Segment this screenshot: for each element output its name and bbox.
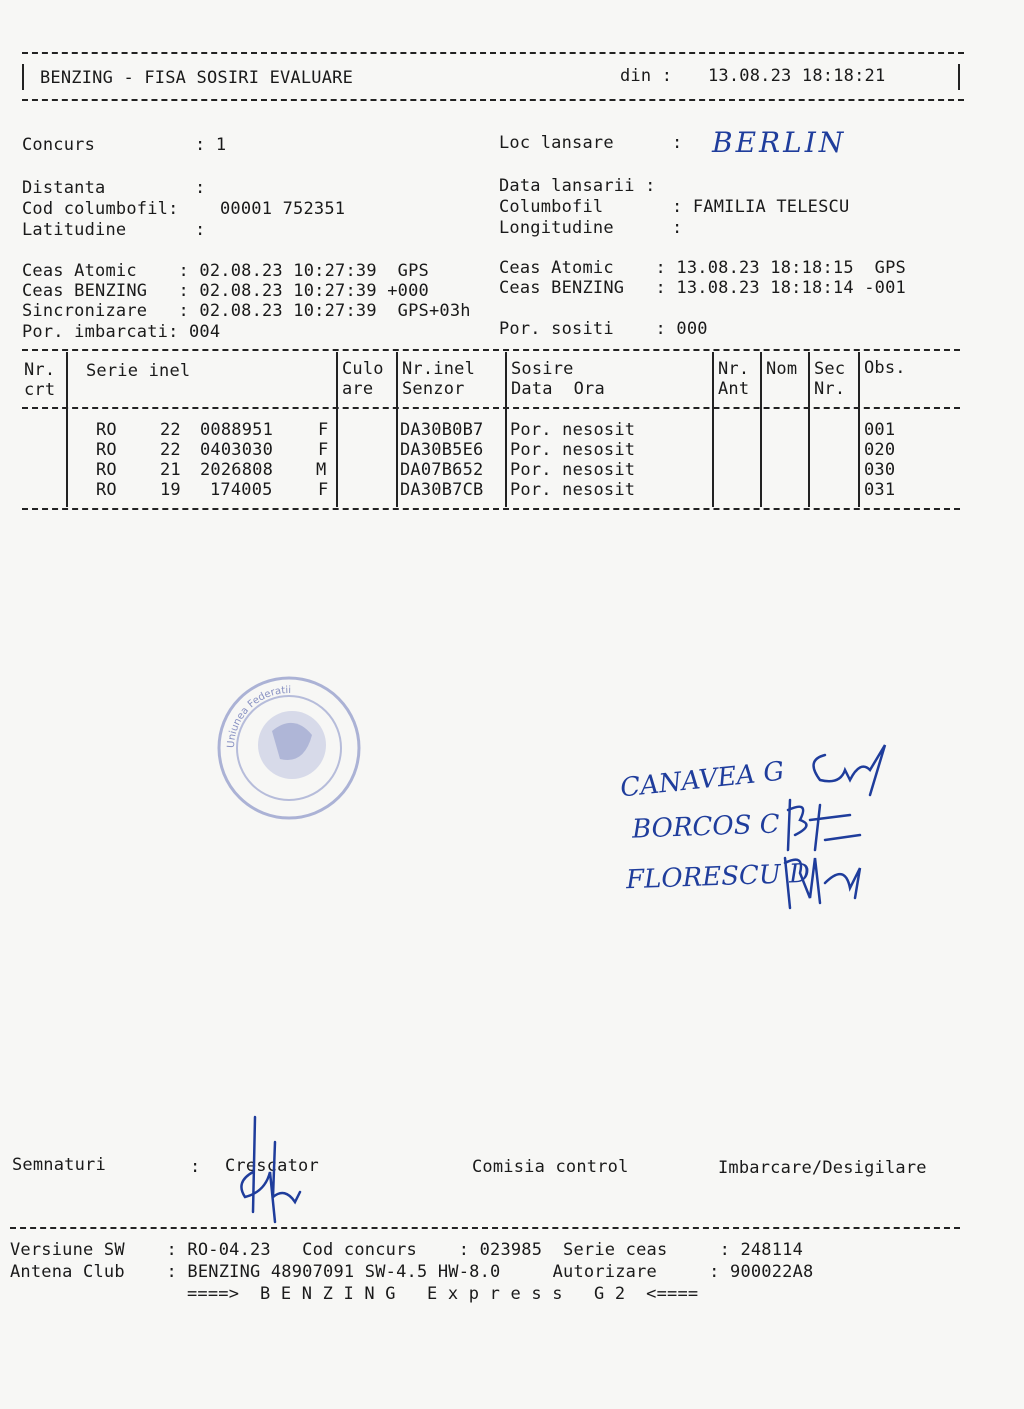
por-imbarcati: Por. imbarcati: 004 <box>22 322 221 342</box>
cell-arrival: Por. nesosit <box>510 420 636 440</box>
th-nom: Nom <box>766 359 798 379</box>
th-obs: Obs. <box>864 358 906 378</box>
cell-sensor: DA30B0B7 <box>400 420 484 440</box>
table-bottom-rule <box>22 508 960 510</box>
footer-line-2: Antena Club : BENZING 48907091 SW-4.5 HW-8.0 Autorizare : 900022A8 <box>10 1262 814 1282</box>
clock-right-benzing: Ceas BENZING : 13.08.23 18:18:14 -001 <box>499 278 906 298</box>
cell-sensor: DA30B5E6 <box>400 440 484 460</box>
cell-country: RO <box>96 440 117 460</box>
loc-label: Loc lansare <box>499 133 614 153</box>
cod-columbofil-label: Cod columbofil: <box>22 199 179 219</box>
por-sositi: Por. sositi : 000 <box>499 319 708 339</box>
cell-obs: 020 <box>864 440 896 460</box>
cell-year: 22 <box>160 440 181 460</box>
columbofil-label: Columbofil <box>499 197 604 217</box>
header-date-value: 13.08.23 18:18:21 <box>708 66 886 86</box>
columbofil-value: : FAMILIA TELESCU <box>672 197 850 217</box>
col-divider <box>396 352 398 507</box>
cell-sex: F <box>318 440 329 460</box>
cell-sensor: DA30B7CB <box>400 480 484 500</box>
cod-columbofil-value: 00001 752351 <box>220 199 346 219</box>
cell-country: RO <box>96 480 117 500</box>
th-sosire: Sosire <box>511 359 574 379</box>
cell-country: RO <box>96 420 117 440</box>
footer-rule <box>10 1227 960 1229</box>
header-top-rule <box>22 52 964 54</box>
clock-left-atomic: Ceas Atomic : 02.08.23 10:27:39 GPS <box>22 261 429 281</box>
concurs-label: Concurs <box>22 135 96 155</box>
cell-obs: 031 <box>864 480 896 500</box>
header-title: BENZING - FISA SOSIRI EVALUARE <box>40 68 354 88</box>
col-divider <box>66 352 68 507</box>
th-senzor: Senzor <box>402 379 465 399</box>
concurs-value: : 1 <box>195 135 227 155</box>
handwritten-name-3: FLORESCU D <box>625 858 811 896</box>
cell-ring: 174005 <box>210 480 273 500</box>
cell-obs: 001 <box>864 420 896 440</box>
th-nr-inel: Nr.inel <box>402 359 476 379</box>
cell-year: 19 <box>160 480 181 500</box>
clock-left-benzing: Ceas BENZING : 02.08.23 10:27:39 +000 <box>22 281 429 301</box>
col-divider <box>505 352 507 507</box>
crescator-label: Crescator <box>225 1156 319 1176</box>
loc-sep: : <box>672 133 683 153</box>
table-top-rule <box>22 349 960 351</box>
cell-obs: 030 <box>864 460 896 480</box>
crescator-signature <box>225 1112 315 1242</box>
longitudine-label: Longitudine <box>499 218 614 238</box>
cell-sensor: DA07B652 <box>400 460 484 480</box>
clock-left-sync: Sincronizare : 02.08.23 10:27:39 GPS+03h <box>22 301 471 321</box>
cell-country: RO <box>96 460 117 480</box>
col-divider <box>760 352 762 507</box>
footer-line-3: ====> B E N Z I N G E x p r e s s G 2 <==== <box>187 1284 699 1304</box>
cell-arrival: Por. nesosit <box>510 480 636 500</box>
distanta-label: Distanta <box>22 178 106 198</box>
table-header-rule <box>22 407 960 409</box>
latitudine-value: : <box>195 220 206 240</box>
col-divider <box>808 352 810 507</box>
cell-arrival: Por. nesosit <box>510 440 636 460</box>
semnaturi-sep: : <box>190 1157 201 1177</box>
loc-value-handwritten: BERLIN <box>712 126 847 159</box>
col-divider <box>858 352 860 507</box>
data-lansarii-label: Data lansarii : <box>499 176 656 196</box>
cell-ring: 0403030 <box>200 440 274 460</box>
th-nr-ant-2: Ant <box>718 379 750 399</box>
clock-right-atomic: Ceas Atomic : 13.08.23 18:18:15 GPS <box>499 258 906 278</box>
header-date-label: din : <box>620 66 673 86</box>
col-divider <box>336 352 338 507</box>
header-right-bar <box>958 64 960 90</box>
distanta-value: : <box>195 178 206 198</box>
club-stamp <box>214 673 364 823</box>
semnaturi-label: Semnaturi <box>12 1155 106 1175</box>
cell-sex: F <box>318 480 329 500</box>
footer-line-1: Versiune SW : RO-04.23 Cod concurs : 023985 Serie ceas : 248114 <box>10 1240 804 1260</box>
th-serie-inel: Serie inel <box>86 361 191 381</box>
header-bottom-rule <box>22 99 964 101</box>
th-nr: Nr. <box>24 360 56 380</box>
cell-year: 21 <box>160 460 181 480</box>
th-crt: crt <box>24 380 56 400</box>
th-data-ora: Data Ora <box>511 379 605 399</box>
th-culo: Culo <box>342 359 384 379</box>
th-sec-2: Nr. <box>814 379 846 399</box>
imbarcare-desigilare-label: Imbarcare/Desigilare <box>718 1158 927 1178</box>
cell-sex: M <box>316 460 327 480</box>
handwritten-name-2: BORCOS C <box>631 809 781 845</box>
cell-year: 22 <box>160 420 181 440</box>
th-nr-ant-1: Nr. <box>718 359 750 379</box>
header-left-bar <box>22 64 24 90</box>
latitudine-label: Latitudine <box>22 220 127 240</box>
handwritten-name-1: CANAVEA G <box>618 756 786 804</box>
th-sec-1: Sec <box>814 359 846 379</box>
longitudine-value: : <box>672 218 683 238</box>
col-divider <box>712 352 714 507</box>
cell-ring: 0088951 <box>200 420 274 440</box>
th-are: are <box>342 379 374 399</box>
signature-scribble-3 <box>770 838 880 918</box>
cell-arrival: Por. nesosit <box>510 460 636 480</box>
cell-ring: 2026808 <box>200 460 274 480</box>
stamp-text: Uniunea Federatii <box>225 684 292 749</box>
comisia-control-label: Comisia control <box>472 1157 629 1177</box>
cell-sex: F <box>318 420 329 440</box>
